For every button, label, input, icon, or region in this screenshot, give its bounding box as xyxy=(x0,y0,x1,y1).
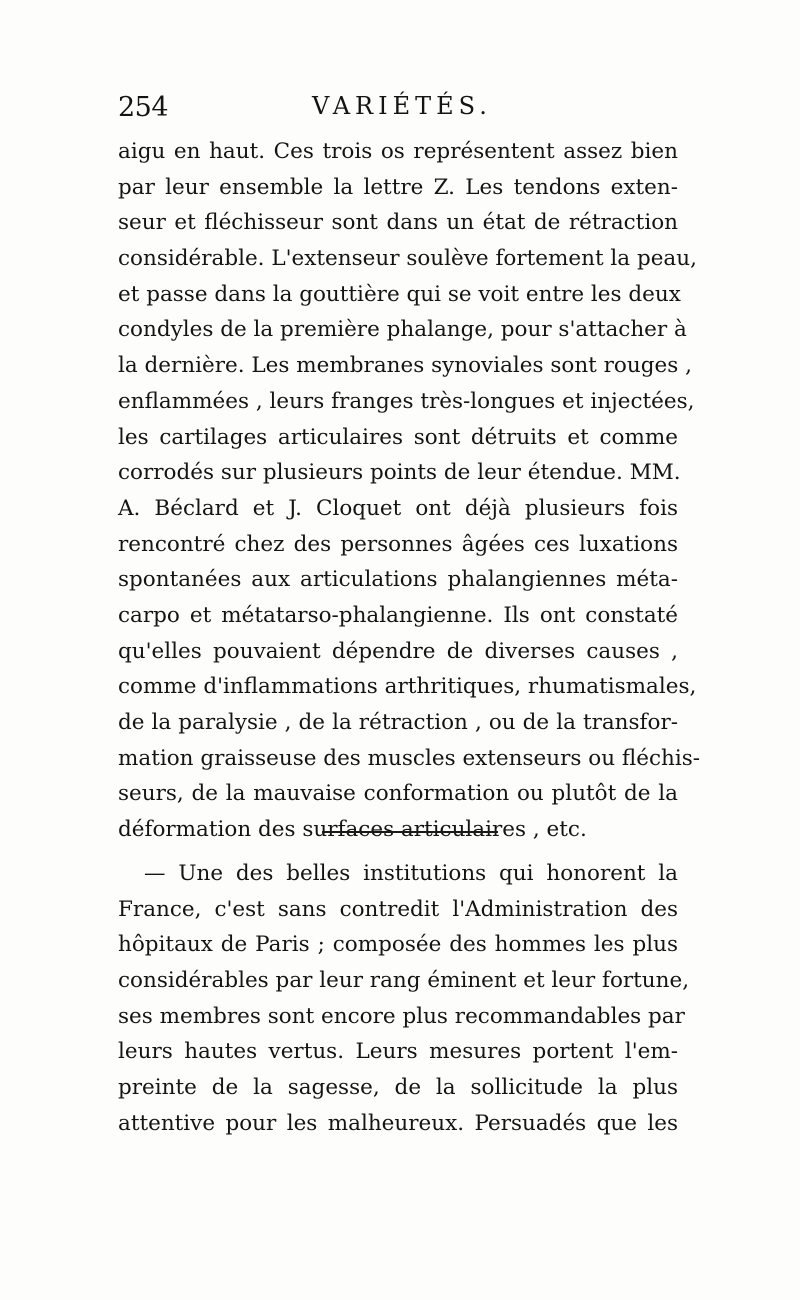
paragraph-luxations xyxy=(118,134,701,848)
text-line: la dernière. Les membranes synoviales sont rouges , xyxy=(118,353,692,379)
text-line: — Une des belles institutions qui honorent la xyxy=(144,861,678,886)
text-line: mation graisseuse des muscles extenseurs ou fléchis- xyxy=(118,745,701,771)
text-line: carpo et métatarso-phalangienne. Ils ont constaté xyxy=(118,602,678,628)
running-head xyxy=(118,92,678,132)
section-separator-rule xyxy=(322,831,498,833)
text-line: hôpitaux de Paris ; composée des hommes les plus xyxy=(118,932,678,958)
running-title: VARIÉTÉS. xyxy=(312,92,492,120)
text-line: seur et fléchisseur sont dans un état de rétraction xyxy=(118,210,678,236)
text-line: France, c'est sans contredit l'Administration des xyxy=(118,896,678,922)
text-line: par leur ensemble la lettre Z. Les tendons exten- xyxy=(118,174,678,200)
text-line: et passe dans la gouttière qui se voit entre les deux xyxy=(118,281,681,307)
text-line: considérables par leur rang éminent et leur fortune, xyxy=(118,968,690,994)
text-line: preinte de la sagesse, de la sollicitude la plus xyxy=(118,1075,678,1101)
text-line: leurs hautes vertus. Leurs mesures portent l'em- xyxy=(118,1039,678,1065)
text-line: spontanées aux articulations phalangiennes méta- xyxy=(118,567,678,593)
text-line: attentive pour les malheureux. Persuadés que les xyxy=(118,1110,678,1136)
text-line: corrodés sur plusieurs points de leur étendue. MM. xyxy=(118,460,681,486)
text-line: les cartilages articulaires sont détruits et comme xyxy=(118,424,678,450)
text-line: qu'elles pouvaient dépendre de diverses causes , xyxy=(118,638,678,664)
text-line: considérable. L'extenseur soulève fortement la peau, xyxy=(118,246,697,272)
text-line: ses membres sont encore plus recommandables par xyxy=(118,1003,685,1029)
text-line: déformation des surfaces articulaires , etc. xyxy=(118,817,587,843)
text-line: condyles de la première phalange, pour s'attacher à xyxy=(118,317,687,343)
text-line: aigu en haut. Ces trois os représentent assez bien xyxy=(118,139,678,164)
text-line: comme d'inflammations arthritiques, rhumatismales, xyxy=(118,674,697,700)
paragraph-administration xyxy=(118,856,690,1142)
text-line: de la paralysie , de la rétraction , ou de la transfor- xyxy=(118,710,678,735)
text-line: A. Béclard et J. Cloquet ont déjà plusieurs fois xyxy=(118,495,678,521)
text-line: rencontré chez des personnes âgées ces luxations xyxy=(118,531,678,557)
text-line: enflammées , leurs franges très-longues et injectées, xyxy=(118,388,695,414)
page-number: 254 xyxy=(118,92,169,123)
text-line: seurs, de la mauvaise conformation ou plutôt de la xyxy=(118,781,678,807)
